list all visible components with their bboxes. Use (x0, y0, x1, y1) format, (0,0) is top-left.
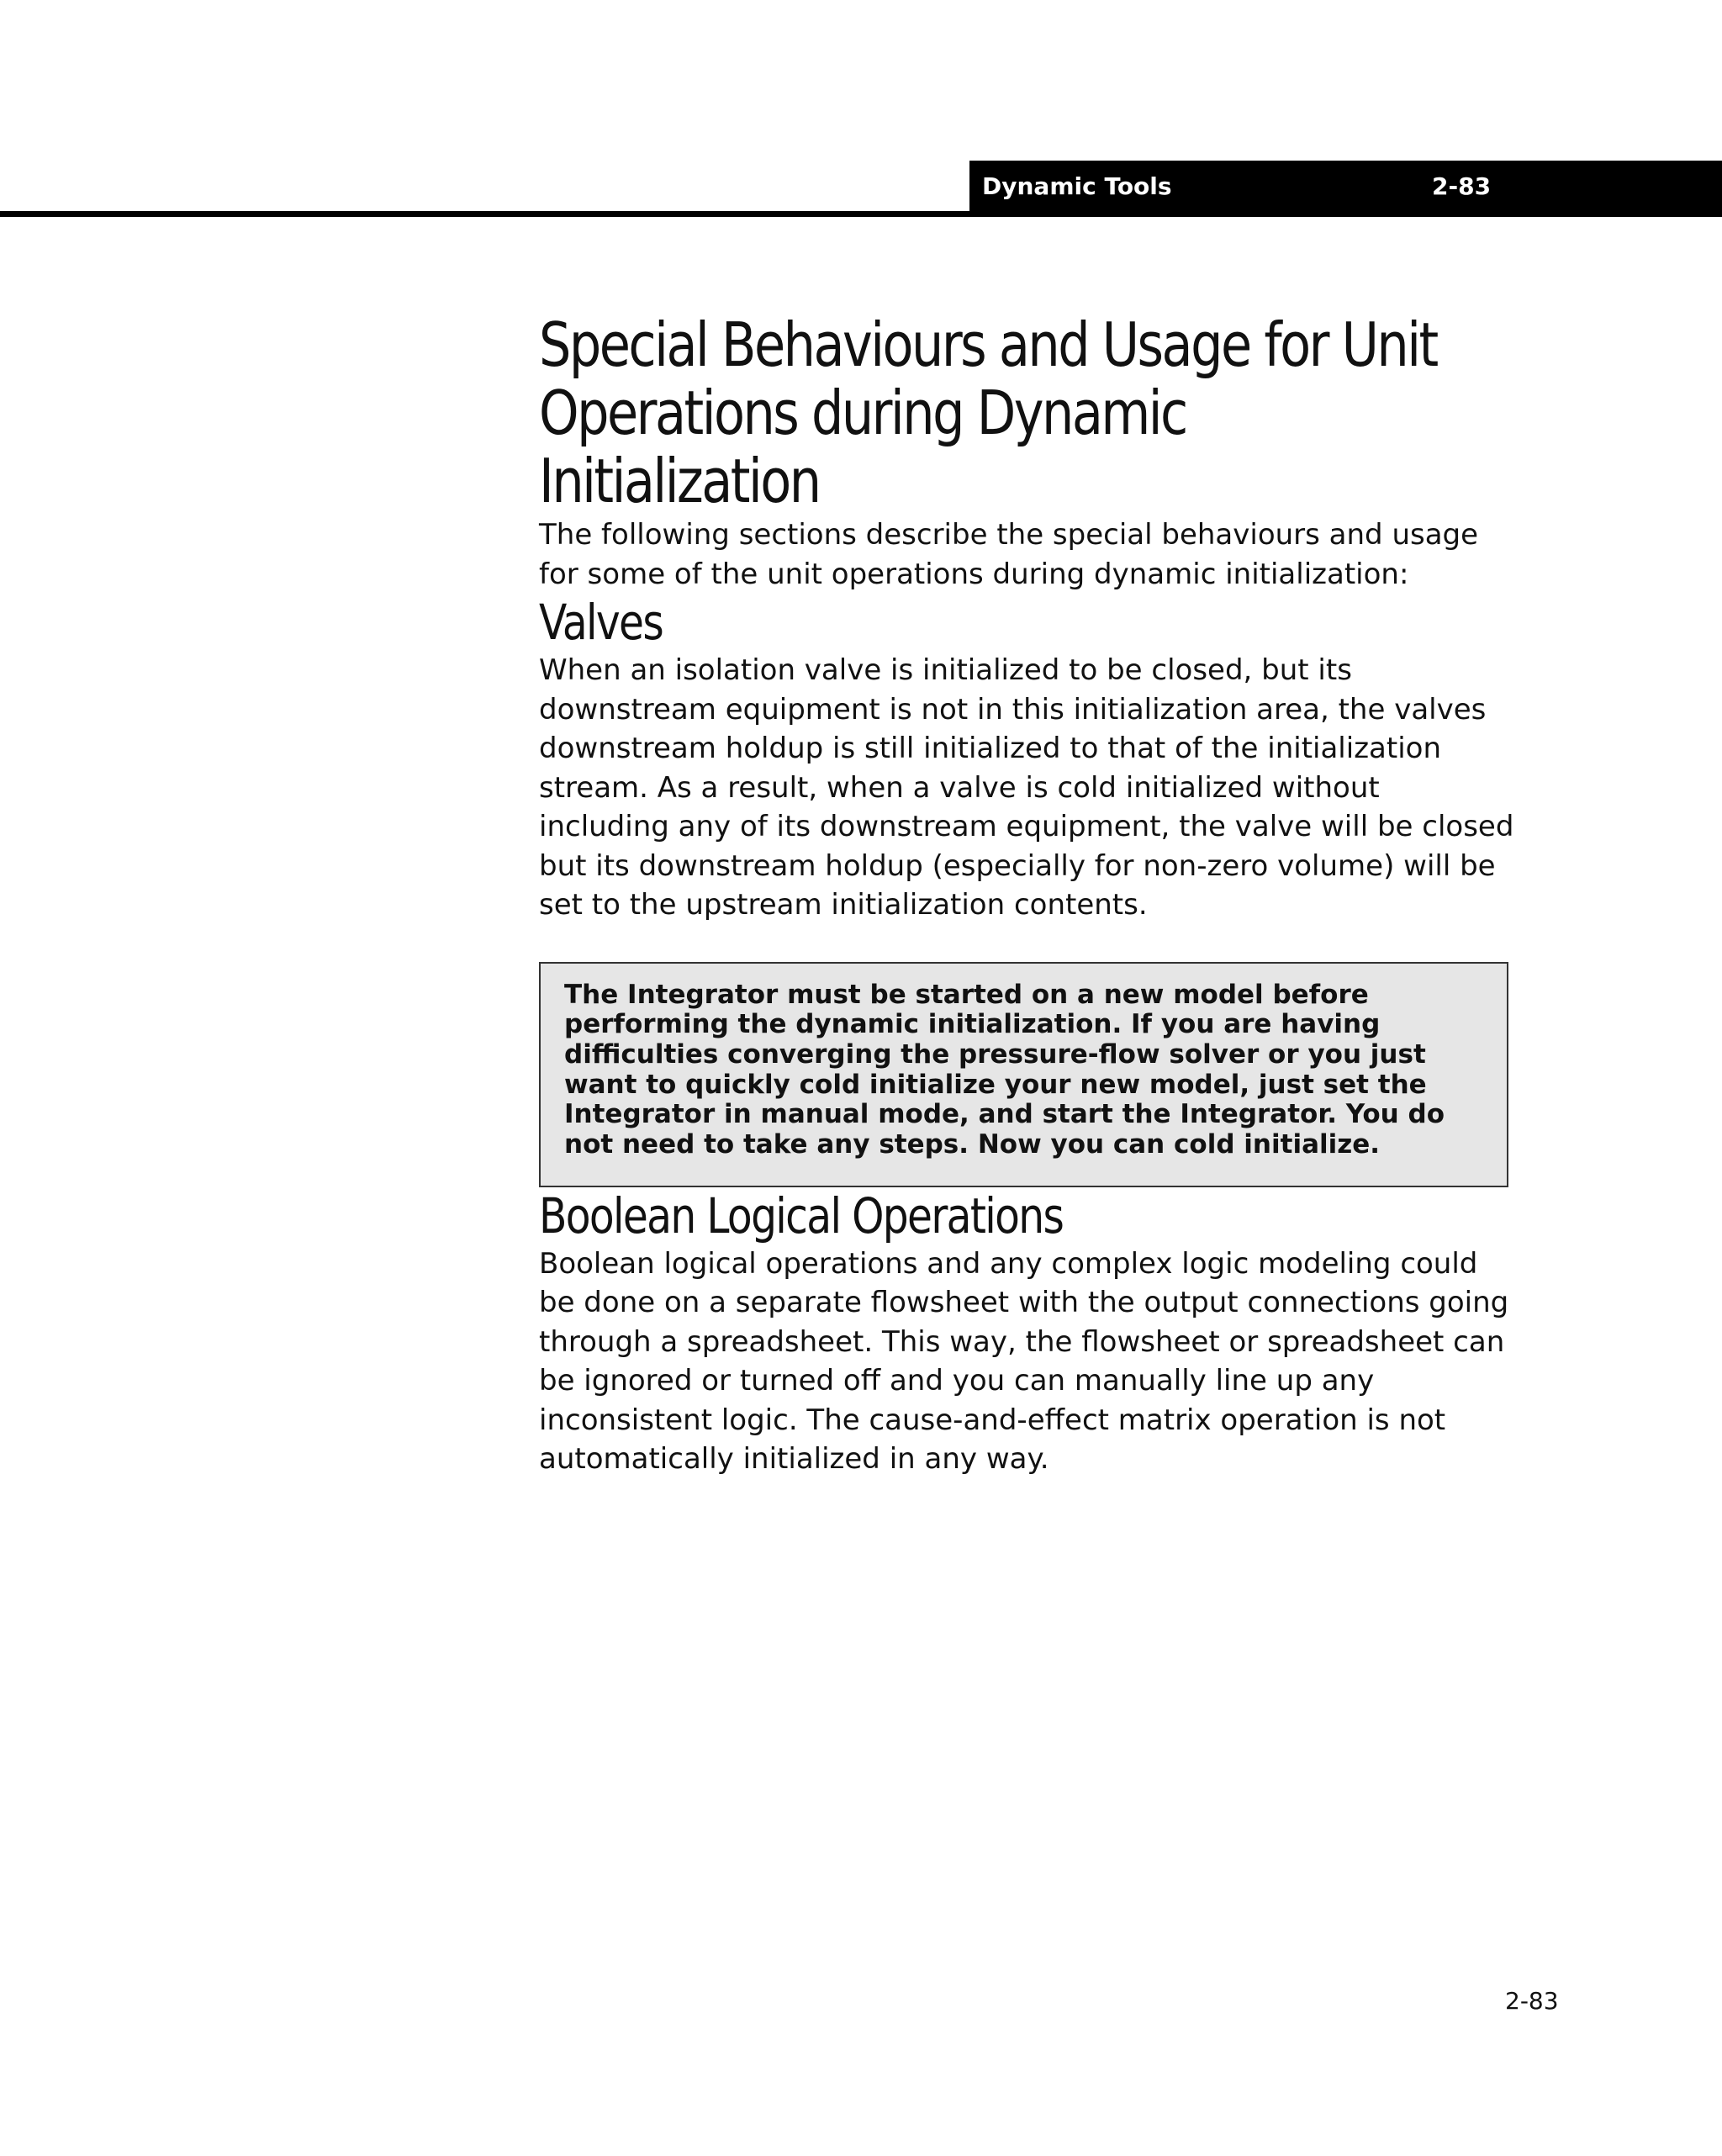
page-title: Special Behaviours and Usage for Unit Operations during Dynamic Initialization (539, 309, 1437, 516)
section-body-boolean: Boolean logical operations and any complex logic modeling could be done on a separate flowsheet with the output connections going through a spreadsheet. This way, the flowsheet or spreadsheet can be ignored or turned off and you can manually line up any inconsistent logic. The cause-and-effect matrix operation is not automatically initialized in any way. (539, 1246, 1509, 1477)
header-section-title: Dynamic Tools (982, 172, 1172, 200)
running-header (969, 161, 1722, 217)
page-content (539, 311, 1514, 1479)
section-heading-valves: Valves (539, 594, 663, 651)
header-page-number: 2-83 (1432, 172, 1492, 200)
section-heading-boolean: Boolean Logical Operations (539, 1186, 1064, 1244)
section-body-valves: When an isolation valve is initialized to be closed, but its downstream equipment is not in this initialization area, the valves downstream holdup is still initialized to that of the initialization stream. As a result, when a valve is cold initialized without including any of its downstream equipment, the valve will be closed but its downstream holdup (especially for non-zero volume) will be set to the upstream initialization contents. (539, 653, 1514, 922)
footer-page-number: 2-83 (1505, 1987, 1559, 2015)
intro-paragraph: The following sections describe the special behaviours and usage for some of the unit operations during dynamic initialization: (539, 518, 1479, 591)
note-text: The Integrator must be started on a new model before performing the dynamic initialization. If you are having difficulties converging the pressure-flow solver or you just want to quickly cold initialize your new model, just set the Integrator in manual mode, and start the Integrator. You do not need to take any steps. Now you can cold initialize. (564, 979, 1445, 1160)
note-box (539, 962, 1508, 1187)
